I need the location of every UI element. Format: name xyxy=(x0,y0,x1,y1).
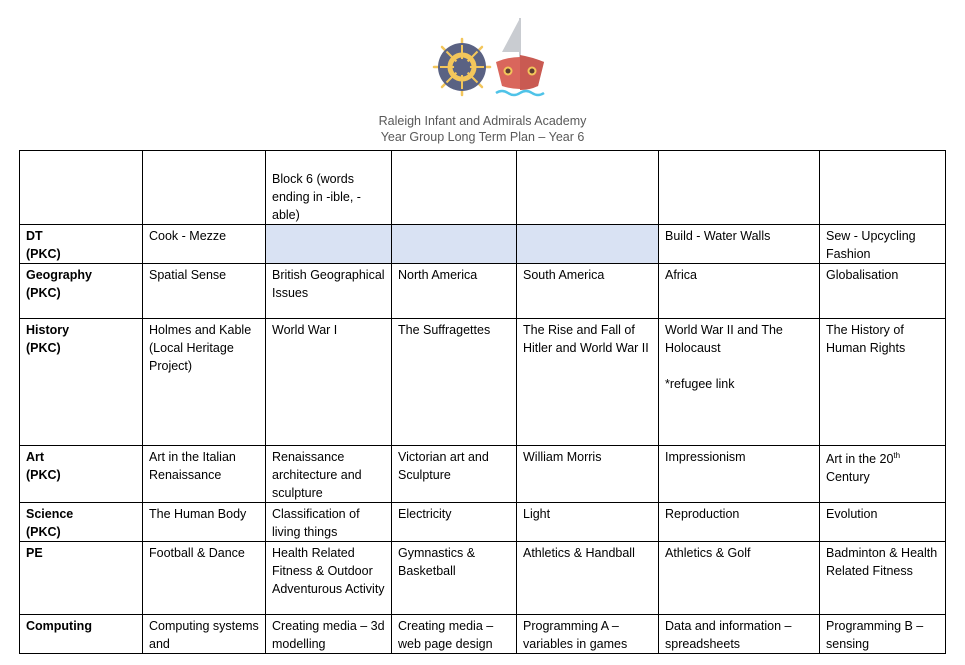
table-cell: Programming B – sensing xyxy=(820,615,946,654)
table-cell: Creating media – 3d modelling xyxy=(266,615,392,654)
ordinal-suffix: th xyxy=(893,451,901,460)
table-cell xyxy=(820,151,946,225)
subject-name: Art xyxy=(26,450,45,464)
refugee-note: *refugee link xyxy=(665,377,735,391)
table-row xyxy=(20,264,946,319)
subject-sub: (PKC) xyxy=(26,341,61,355)
table-cell: Globalisation xyxy=(820,264,946,319)
table-cell: Classification of living things xyxy=(266,503,392,542)
cell-text: Century xyxy=(826,470,870,484)
table-cell: Gymnastics & Basketball xyxy=(392,542,517,615)
table-cell: Spatial Sense xyxy=(143,264,266,319)
table-cell: The Suffragettes xyxy=(392,319,517,446)
table-cell: Holmes and Kable (Local Heritage Project) xyxy=(143,319,266,446)
school-name: Raleigh Infant and Admirals Academy xyxy=(378,114,587,128)
subject-name: DT xyxy=(26,229,43,243)
subject-sub: (PKC) xyxy=(26,247,61,261)
subject-sub: (PKC) xyxy=(26,468,61,482)
subject-sub: (PKC) xyxy=(26,525,61,539)
table-cell: Light xyxy=(517,503,659,542)
table-cell: Badminton & Health Related Fitness xyxy=(820,542,946,615)
sailboat-icon xyxy=(496,18,544,95)
table-cell: Africa xyxy=(659,264,820,319)
school-logo xyxy=(430,8,550,98)
table-row xyxy=(20,446,946,503)
table-cell xyxy=(20,151,143,225)
subject-cell xyxy=(20,446,143,503)
table-cell: The Rise and Fall of Hitler and World War II xyxy=(517,319,659,446)
table-cell: Electricity xyxy=(392,503,517,542)
subject-cell xyxy=(20,542,143,615)
table-cell: Data and information – spreadsheets xyxy=(659,615,820,654)
table-cell: Health Related Fitness & Outdoor Adventurous Activity xyxy=(266,542,392,615)
subject-name: History xyxy=(26,323,70,337)
table-cell xyxy=(820,446,946,503)
table-cell: Sew - Upcycling Fashion xyxy=(820,225,946,264)
table-cell: Cook - Mezze xyxy=(143,225,266,264)
table-cell: Victorian art and Sculpture xyxy=(392,446,517,503)
table-cell xyxy=(143,151,266,225)
table-cell xyxy=(517,225,659,264)
subject-cell xyxy=(20,225,143,264)
table-cell: Evolution xyxy=(820,503,946,542)
table-cell xyxy=(659,319,820,446)
table-row xyxy=(20,319,946,446)
cell-text: World War II and The Holocaust xyxy=(665,323,783,355)
table-cell: Impressionism xyxy=(659,446,820,503)
table-cell: Football & Dance xyxy=(143,542,266,615)
table-cell: Block 6 (words ending in -ible, -able) xyxy=(266,151,392,225)
table-row xyxy=(20,151,946,225)
table-cell: World War I xyxy=(266,319,392,446)
cell-text: Art in the 20 xyxy=(826,452,894,466)
subject-name: PE xyxy=(26,546,43,560)
table-row xyxy=(20,225,946,264)
table-row xyxy=(20,503,946,542)
table-cell: British Geographical Issues xyxy=(266,264,392,319)
subject-sub: (PKC) xyxy=(26,286,61,300)
subject-cell xyxy=(20,264,143,319)
table-cell: Art in the Italian Renaissance xyxy=(143,446,266,503)
table-cell xyxy=(659,151,820,225)
subject-cell xyxy=(20,615,143,654)
table-cell xyxy=(392,151,517,225)
plan-title: Year Group Long Term Plan – Year 6 xyxy=(380,130,585,144)
subject-cell xyxy=(20,319,143,446)
table-cell: Renaissance architecture and sculpture xyxy=(266,446,392,503)
table-cell: North America xyxy=(392,264,517,319)
table-cell xyxy=(517,151,659,225)
subject-name: Geography xyxy=(26,268,92,282)
subject-name: Science xyxy=(26,507,74,521)
table-row xyxy=(20,542,946,615)
table-cell: Reproduction xyxy=(659,503,820,542)
table-cell: Programming A – variables in games xyxy=(517,615,659,654)
table-cell: South America xyxy=(517,264,659,319)
long-term-plan-table xyxy=(19,150,946,654)
table-cell: Athletics & Handball xyxy=(517,542,659,615)
table-cell: The History of Human Rights xyxy=(820,319,946,446)
subject-cell xyxy=(20,503,143,542)
table-cell: Computing systems and xyxy=(143,615,266,654)
ships-wheel-icon xyxy=(434,39,490,95)
document-header xyxy=(0,113,965,145)
table-cell: William Morris xyxy=(517,446,659,503)
table-cell: Creating media – web page design xyxy=(392,615,517,654)
table-cell xyxy=(266,225,392,264)
subject-name: Computing xyxy=(26,619,92,633)
table-cell: Athletics & Golf xyxy=(659,542,820,615)
table-cell: Build - Water Walls xyxy=(659,225,820,264)
table-cell xyxy=(392,225,517,264)
table-row xyxy=(20,615,946,654)
table-cell: The Human Body xyxy=(143,503,266,542)
